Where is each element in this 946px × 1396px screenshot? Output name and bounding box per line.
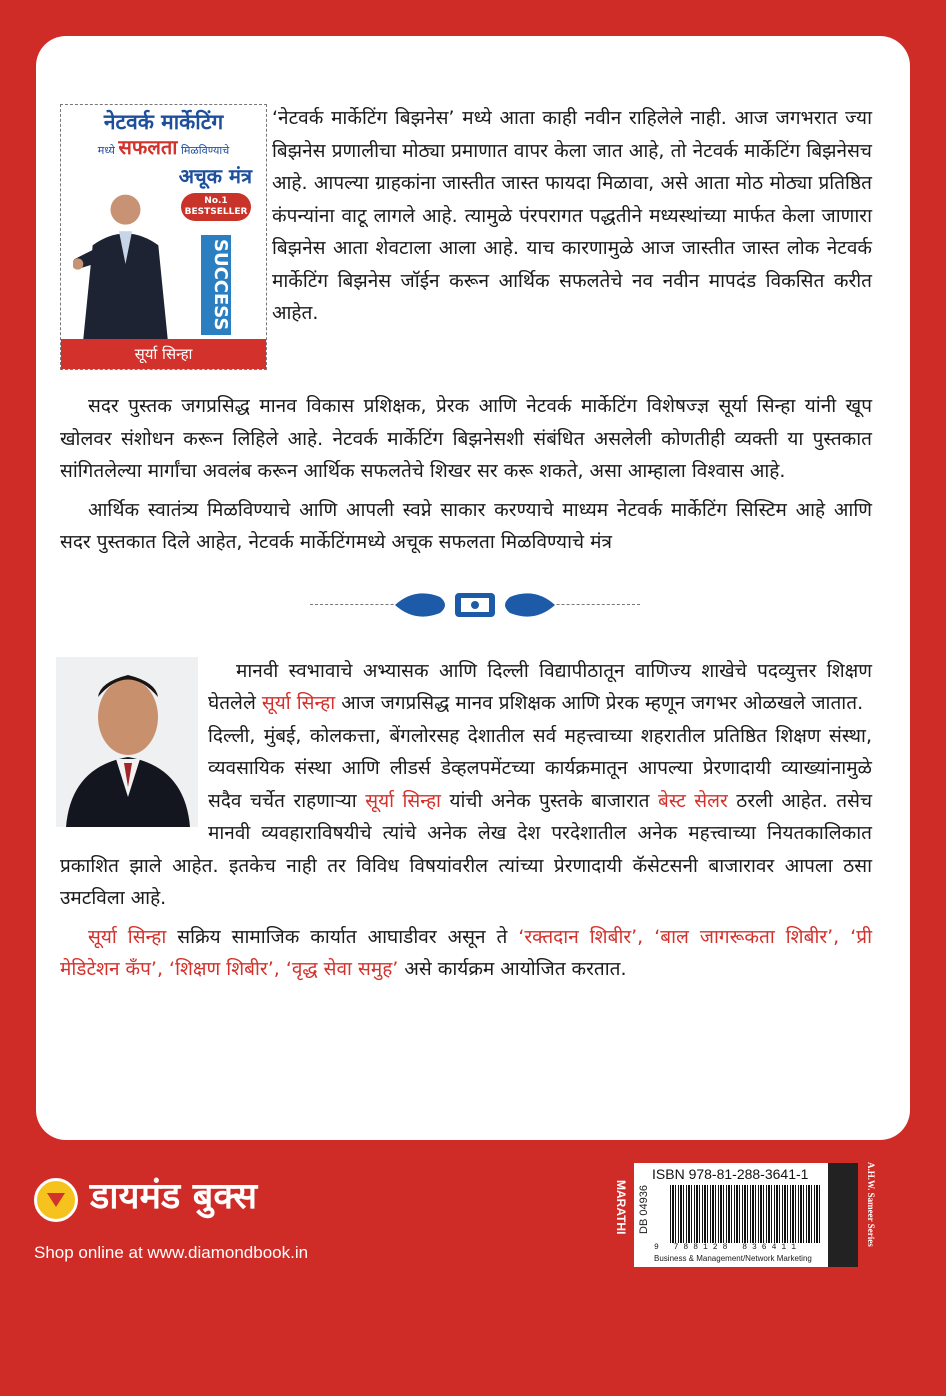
language-label: MARATHI <box>614 1180 628 1235</box>
highlighted-text: बेस्ट सेलर <box>657 789 728 812</box>
paragraph-text: ठरली आहेत. तसेच मानवी व्यवहाराविषयीचे त्यांचे अनेक लेख देश परदेशातील अनेक महत्त्वाच्या नियतकालिकात प्रकाशित झाले आहेत. इतकेच नाही तर विविध विषयांवरील त्यांच्या प्रेरणादायी कॅसेटसनी बाजारावर आपला ठसा उमटविला आहे. <box>60 789 873 909</box>
db-number: DB 04936 <box>638 1185 650 1234</box>
cover-title-pre: मध्ये <box>97 144 115 157</box>
cover-author: सूर्या सिन्हा <box>61 339 266 369</box>
diamond-books-logo-icon <box>34 1178 78 1222</box>
barcode-edge <box>828 1163 858 1267</box>
highlighted-text: सूर्या सिन्हा <box>365 789 441 812</box>
cover-title-post: मिळविण्याचे <box>181 144 230 157</box>
cover-title-line1: नेटवर्क मार्केटिंग <box>103 110 224 134</box>
paragraph-text: यांची अनेक पुस्तके बाजारात <box>440 789 658 812</box>
blurb-paragraph-2 <box>60 378 872 488</box>
highlighted-text: सूर्या सिन्हा <box>261 692 336 714</box>
cover-title-line3: अचूक मंत्र <box>178 164 252 188</box>
author-figure-icon <box>73 189 178 339</box>
paragraph-text: आर्थिक स्वातंत्र्य मिळविण्याचे आणि आपली स्वप्ने साकार करण्याचे माध्यम नेटवर्क मार्केटिंग सिस्टिम आहे आणि सदर पुस्तकात दिले आहेत, नेटवर्क मार्केटिंगमध्ये अचूक सफलता मिळविण्याचे मंत्र <box>60 498 872 553</box>
paragraph-text: असे कार्यक्रम आयोजित करतात. <box>398 958 627 980</box>
author-photo <box>56 657 198 827</box>
barcode-digits: 9 788128 836411 <box>654 1243 802 1252</box>
cover-title-red: सफलता <box>118 135 178 159</box>
paragraph-text: ‘नेटवर्क मार्केटिंग बिझनेस’ मध्ये आता काही नवीन राहिलेले नाही. आज जगभरात ज्या बिझनेस प्रणालीचा मोठ्या प्रमाणात वापर केला जात आहे, तो नेटवर्क मार्केटिंग बिझनेसच आहे. आपल्या ग्राहकांना जास्तीत जास्त फायदा मिळावा, असे आता मोठ मोठ्या प्रतिष्ठित कंपन्यांना वाटू लागले आहे. त्यामुळे पंरपरागत पद्धतीने मध्यस्थांच्या मार्फत केला जाणारा बिझनेस आता शेवटाला आला आहे. याच कारणामुळे आज जास्तीत जास्त लोक नेटवर्क मार्केटिंग बिझनेस जॉईन करून आर्थिक सफलतेचे नव नवीन मापदंड विकसित करीत आहेत. <box>272 107 872 324</box>
highlighted-text: सूर्या सिन्हा <box>88 925 167 948</box>
paragraph-text: दिल्ली, मुंबई, कोलकत्ता, बेंगलोरसह देशातील सर्व महत्त्वाच्या शहरातील प्रतिष्ठित शिक्षण संस्था, व्यवसायिक संस्था आणि लीडर्स डेव्हलपमेंटच्या कार्यक्रमातून आपल्या प्रेरणादायी व्याख्यांनामुळे सदैव चर्चेत राहणाऱ्या <box>208 724 872 812</box>
category-text: Business & Management/Network Marketing <box>654 1254 812 1263</box>
paragraph-text: आज जगप्रसिद्ध मानव प्रशिक्षक आणि प्रेरक म्हणून जगभर ओळखले जातात. <box>335 692 864 714</box>
paragraph-text: सदर पुस्तक जगप्रसिद्ध मानव विकास प्रशिक्षक, प्रेरक आणि नेटवर्क मार्केटिंग विशेषज्ज्ञ सूर्या सिन्हा यांनी खूप खोलवर संशोधन करून लिहिले आहे. नेटवर्क मार्केटिंग बिझनेसशी संबंधित असलेली कोणतीही व्यक्ती या पुस्तकात सांगितलेल्या मार्गांचा अवलंब करून आर्थिक सफलतेचे शिखर सर करू शकते, असा आम्हाला विश्वास आहे. <box>60 395 872 482</box>
blurb-paragraph-3 <box>60 488 872 559</box>
barcode-bars <box>670 1185 820 1243</box>
paragraph-text: सक्रिय सामाजिक कार्यात आघाडीवर असून ते <box>166 925 519 948</box>
isbn-text: ISBN 978-81-288-3641-1 <box>652 1166 809 1182</box>
ornament-icon <box>395 587 555 623</box>
paragraph-text: मानवी स्वभावाचे अभ्यासक आणि दिल्ली विद्यापीठातून वाणिज्य शाखेचे पदव्युत्तर शिक्षण घेतलेले <box>208 659 872 714</box>
bestseller-badge: No.1 BESTSELLER <box>181 193 251 221</box>
highlighted-text: ‘रक्तदान शिबीर’, ‘बाल जागरूकता शिबीर’, ‘प्री मेडिटेशन कँप’, ‘शिक्षण शिबीर’, ‘वृद्ध सेवा समुह’ <box>60 925 872 980</box>
book-cover-thumbnail <box>60 104 267 370</box>
shop-online-text: Shop online at www.diamondbook.in <box>34 1243 309 1262</box>
cover-figure-area <box>61 189 266 339</box>
success-graphic: SUCCESS <box>201 235 231 335</box>
publisher-brand: डायमंड बुक्स <box>90 1176 258 1217</box>
cover-title-line2 <box>61 135 266 163</box>
bio-paragraph-3 <box>60 915 872 986</box>
barcode-box <box>634 1163 858 1267</box>
bottom-strip <box>0 1140 946 1360</box>
content-panel <box>36 36 910 1140</box>
divider <box>60 585 872 625</box>
series-label: A.H.W. Sameer Series <box>866 1162 876 1247</box>
